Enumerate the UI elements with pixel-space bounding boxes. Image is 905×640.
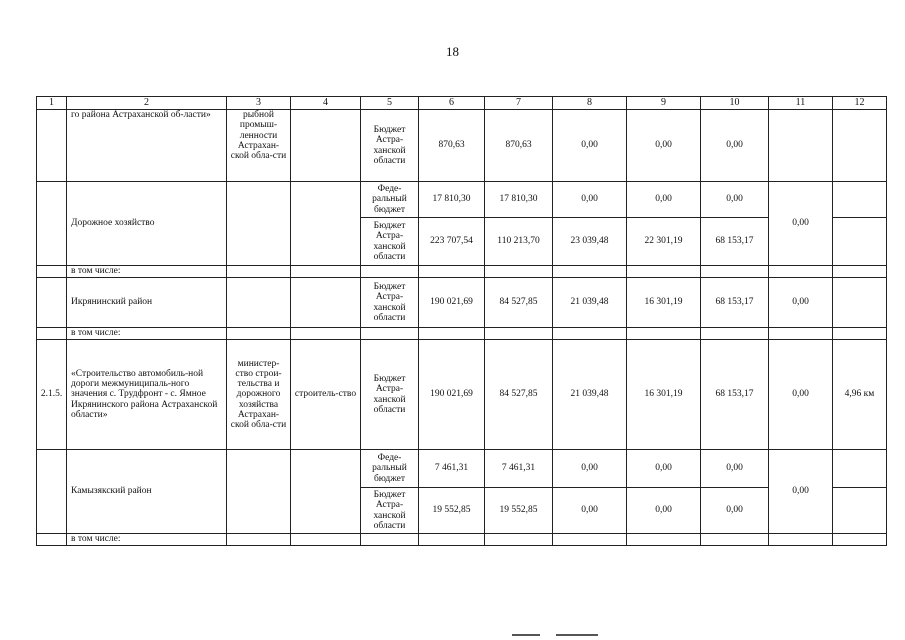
cell-empty [833, 328, 887, 340]
cell-empty [291, 534, 361, 546]
table-row [37, 340, 887, 450]
cell-value [833, 182, 887, 218]
cell-activity [291, 278, 361, 328]
cell-empty [485, 266, 553, 278]
table-row [37, 110, 887, 182]
col-header-7: 7 [485, 97, 553, 110]
cell-num [37, 278, 67, 328]
cell-empty [627, 328, 701, 340]
cell-empty [227, 266, 291, 278]
cell-value [833, 218, 887, 266]
cell-empty [701, 266, 769, 278]
cell-value: 0,00 [769, 182, 833, 266]
cell-value: 4,96 км [833, 340, 887, 450]
cell-value: 223 707,54 [419, 218, 485, 266]
cell-value: 19 552,85 [485, 488, 553, 534]
cell-activity [291, 450, 361, 534]
cell-executor: рыбной промыш-ленности Астрахан-ской обла-сти [227, 110, 291, 182]
cell-value: 0,00 [553, 110, 627, 182]
scan-artifact [556, 634, 598, 636]
cell-value: 0,00 [627, 110, 701, 182]
cell-value: 7 461,31 [485, 450, 553, 488]
cell-num: 2.1.5. [37, 340, 67, 450]
cell-value [833, 110, 887, 182]
cell-empty [627, 534, 701, 546]
page-number: 18 [446, 44, 459, 59]
cell-name: Камызякский район [67, 450, 227, 534]
program-table [36, 96, 887, 546]
cell-empty [833, 266, 887, 278]
col-header-2: 2 [67, 97, 227, 110]
cell-empty [485, 328, 553, 340]
cell-value: 0,00 [701, 488, 769, 534]
cell-activity [291, 182, 361, 266]
cell-value: 19 552,85 [419, 488, 485, 534]
cell-num [37, 110, 67, 182]
cell-value: 0,00 [701, 110, 769, 182]
cell-empty [419, 534, 485, 546]
cell-empty [419, 266, 485, 278]
cell-value: 0,00 [769, 340, 833, 450]
cell-empty [701, 328, 769, 340]
cell-value: 190 021,69 [419, 278, 485, 328]
cell-value: 84 527,85 [485, 278, 553, 328]
cell-num [37, 450, 67, 534]
cell-source: Феде-ральный бюджет [361, 450, 419, 488]
cell-value: 21 039,48 [553, 278, 627, 328]
col-header-12: 12 [833, 97, 887, 110]
table-row [37, 182, 887, 218]
cell-executor: министер-ство строи-тельства и дорожного хозяйства Астрахан-ской обла-сти [227, 340, 291, 450]
cell-value [833, 450, 887, 488]
cell-empty [485, 534, 553, 546]
cell-empty [361, 266, 419, 278]
cell-value: 23 039,48 [553, 218, 627, 266]
cell-empty [291, 266, 361, 278]
col-header-5: 5 [361, 97, 419, 110]
cell-empty [291, 328, 361, 340]
cell-value: 870,63 [485, 110, 553, 182]
cell-value: 68 153,17 [701, 218, 769, 266]
cell-executor [227, 182, 291, 266]
cell-activity: строитель-ство [291, 340, 361, 450]
cell-name: в том числе: [67, 266, 227, 278]
table-row [37, 278, 887, 328]
cell-num [37, 266, 67, 278]
cell-value: 7 461,31 [419, 450, 485, 488]
table-row [37, 534, 887, 546]
column-number-row [37, 97, 887, 110]
cell-empty [769, 266, 833, 278]
cell-value: 0,00 [627, 182, 701, 218]
cell-source: Бюджет Астра-ханской области [361, 110, 419, 182]
cell-value: 0,00 [701, 182, 769, 218]
cell-value: 16 301,19 [627, 340, 701, 450]
cell-num [37, 182, 67, 266]
cell-source: Бюджет Астра-ханской области [361, 218, 419, 266]
cell-value: 0,00 [553, 488, 627, 534]
col-header-11: 11 [769, 97, 833, 110]
cell-activity [291, 110, 361, 182]
cell-executor [227, 278, 291, 328]
cell-executor [227, 450, 291, 534]
cell-name: го района Астраханской об-ласти» [67, 110, 227, 182]
scan-artifact [512, 634, 540, 636]
cell-value [833, 488, 887, 534]
cell-value: 68 153,17 [701, 278, 769, 328]
col-header-10: 10 [701, 97, 769, 110]
cell-empty [769, 328, 833, 340]
col-header-8: 8 [553, 97, 627, 110]
cell-value: 0,00 [769, 278, 833, 328]
cell-source: Бюджет Астра-ханской области [361, 488, 419, 534]
cell-num [37, 328, 67, 340]
cell-value: 17 810,30 [419, 182, 485, 218]
cell-value: 0,00 [553, 450, 627, 488]
cell-empty [701, 534, 769, 546]
col-header-1: 1 [37, 97, 67, 110]
cell-value [769, 110, 833, 182]
cell-empty [553, 328, 627, 340]
cell-empty [769, 534, 833, 546]
cell-source: Бюджет Астра-ханской области [361, 278, 419, 328]
cell-value [833, 278, 887, 328]
cell-value: 21 039,48 [553, 340, 627, 450]
table-row [37, 450, 887, 488]
cell-source: Бюджет Астра-ханской области [361, 340, 419, 450]
table-row [37, 328, 887, 340]
cell-empty [419, 328, 485, 340]
cell-empty [361, 328, 419, 340]
cell-value: 16 301,19 [627, 278, 701, 328]
cell-value: 0,00 [701, 450, 769, 488]
cell-value: 190 021,69 [419, 340, 485, 450]
cell-value: 22 301,19 [627, 218, 701, 266]
cell-num [37, 534, 67, 546]
cell-empty [227, 328, 291, 340]
cell-value: 870,63 [419, 110, 485, 182]
col-header-6: 6 [419, 97, 485, 110]
cell-empty [553, 266, 627, 278]
cell-value: 110 213,70 [485, 218, 553, 266]
col-header-9: 9 [627, 97, 701, 110]
table-row [37, 266, 887, 278]
cell-empty [833, 534, 887, 546]
cell-value: 0,00 [769, 450, 833, 534]
cell-value: 68 153,17 [701, 340, 769, 450]
cell-name: в том числе: [67, 534, 227, 546]
cell-empty [227, 534, 291, 546]
cell-empty [627, 266, 701, 278]
cell-value: 0,00 [553, 182, 627, 218]
cell-empty [361, 534, 419, 546]
cell-value: 17 810,30 [485, 182, 553, 218]
cell-name: в том числе: [67, 328, 227, 340]
cell-name: Дорожное хозяйство [67, 182, 227, 266]
cell-empty [553, 534, 627, 546]
col-header-4: 4 [291, 97, 361, 110]
cell-value: 0,00 [627, 488, 701, 534]
cell-value: 0,00 [627, 450, 701, 488]
cell-name: Икрянинский район [67, 278, 227, 328]
cell-source: Феде-ральный бюджет [361, 182, 419, 218]
cell-name: «Строительство автомобиль-ной дороги межмуниципаль-ного значения с. Трудфронт - с. Ямное Икрянинского района Астраханской области» [67, 340, 227, 450]
cell-value: 84 527,85 [485, 340, 553, 450]
col-header-3: 3 [227, 97, 291, 110]
